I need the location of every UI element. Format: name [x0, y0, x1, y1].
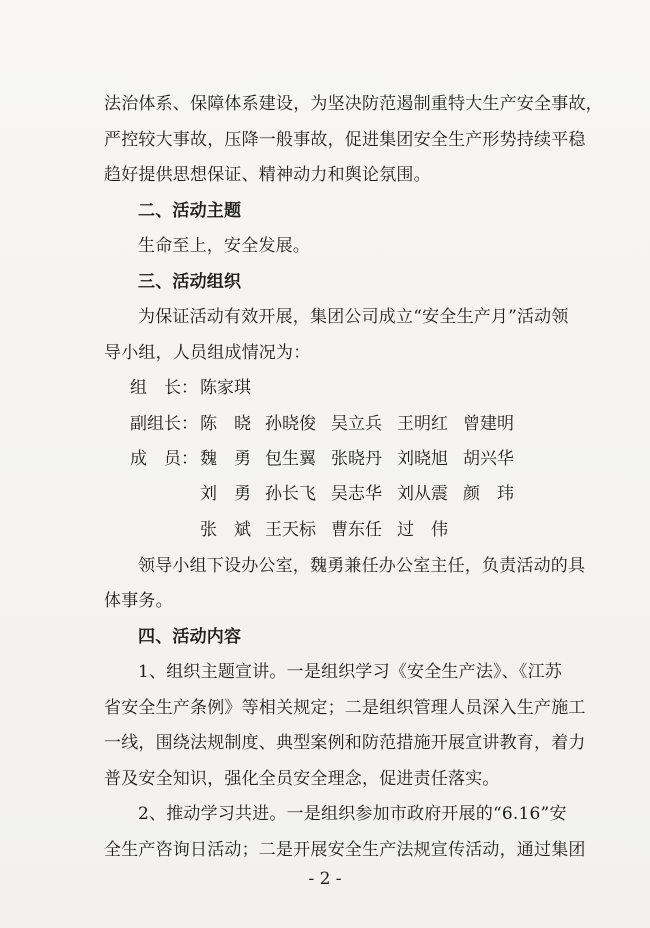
paragraph-line: 趋好提供思想保证、精神动力和舆论氛围。 [104, 165, 431, 185]
section-heading: 四、活动内容 [138, 627, 242, 647]
roster-name: 孙晓俊 [265, 414, 316, 434]
paragraph-line: 全生产咨询日活动；二是开展安全生产法规宣传活动，通过集团 [104, 840, 586, 860]
roster-label: 成 员： [130, 449, 198, 469]
paragraph-line: 1、组织主题宣讲。一是组织学习《安全生产法》、《江苏 [138, 662, 563, 682]
roster-name: 魏 勇 [200, 449, 251, 469]
section-heading: 三、活动组织 [138, 272, 242, 292]
paragraph-line: 领导小组下设办公室，魏勇兼任办公室主任，负责活动的具 [138, 556, 586, 576]
roster-name: 颜 玮 [463, 484, 514, 504]
roster-name: 陈家琪 [200, 378, 251, 398]
roster-name: 张 斌 [200, 520, 251, 540]
roster-name: 包生翼 [265, 449, 316, 469]
section-body: 生命至上，安全发展。 [138, 236, 310, 256]
roster-name: 曹东任 [331, 520, 382, 540]
roster-label: 组 长： [130, 378, 198, 398]
paragraph-line: 导小组，人员组成情况为： [104, 343, 311, 363]
section-heading: 二、活动主题 [138, 201, 242, 221]
roster-name: 吴立兵 [331, 414, 382, 434]
roster-name: 胡兴华 [463, 449, 514, 469]
roster-name: 吴志华 [331, 484, 382, 504]
paragraph-line: 体事务。 [104, 591, 173, 611]
paragraph-line: 一线，围绕法规制度、典型案例和防范措施开展宣讲教育，着力 [104, 733, 586, 753]
roster-label: 副组长： [130, 414, 198, 434]
paragraph-line: 普及安全知识，强化全员安全理念，促进责任落实。 [104, 769, 500, 789]
roster-name: 王天标 [265, 520, 316, 540]
roster-name: 刘从震 [397, 484, 448, 504]
roster-name: 曾建明 [463, 414, 514, 434]
paragraph-line: 法治体系、保障体系建设，为坚决防范遏制重特大生产安全事故， [104, 94, 603, 114]
roster-name: 陈 晓 [200, 414, 251, 434]
paragraph-line: 为保证活动有效开展，集团公司成立“安全生产月”活动领 [138, 307, 569, 327]
roster-name: 过 伟 [397, 520, 448, 540]
paragraph-line: 严控较大事故，压降一般事故，促进集团安全生产形势持续平稳 [104, 130, 586, 150]
paragraph-line: 省安全生产条例》等相关规定；二是组织管理人员深入生产施工 [104, 698, 586, 718]
roster-name: 孙长飞 [265, 484, 316, 504]
roster-name: 刘晓旭 [397, 449, 448, 469]
roster-name: 王明红 [397, 414, 448, 434]
roster-name: 张晓丹 [331, 449, 382, 469]
roster-name: 刘 勇 [200, 484, 251, 504]
page-number: - 2 - [308, 869, 342, 889]
paragraph-line: 2、推动学习共进。一是组织参加市政府开展的“6.16”安 [138, 804, 567, 824]
